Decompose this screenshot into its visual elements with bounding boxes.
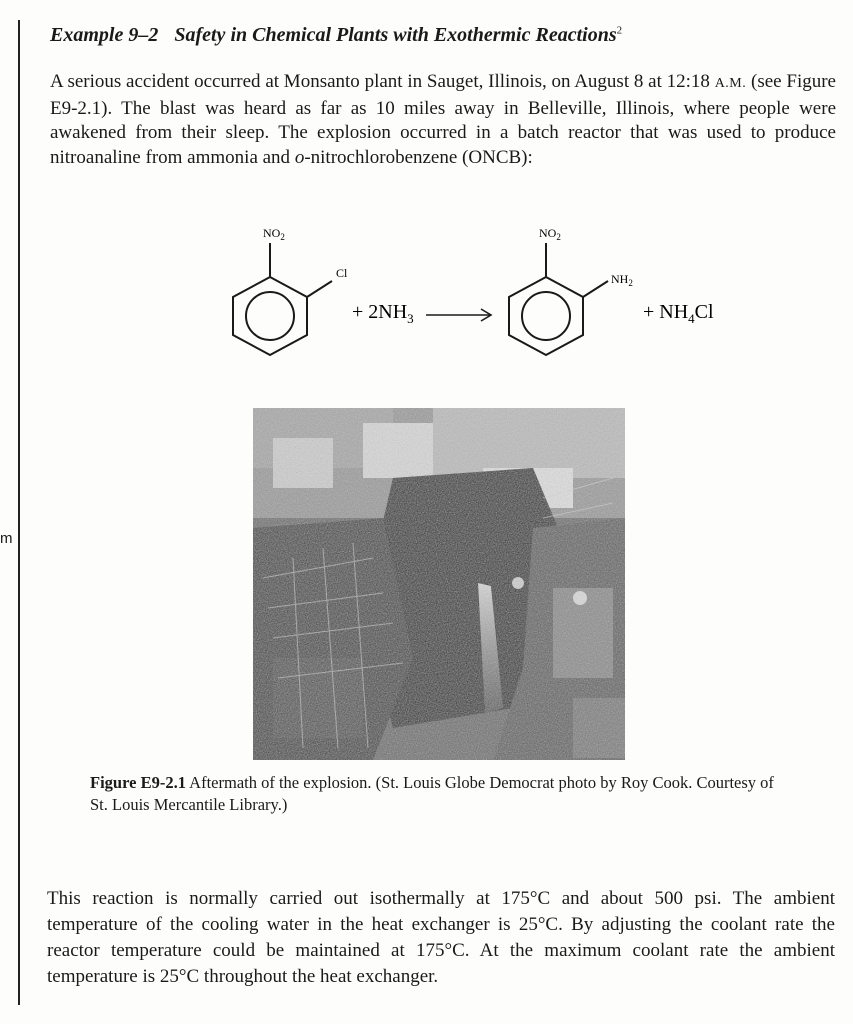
explosion-aftermath-photo [253, 408, 625, 760]
product-no2-label: $NO_2$ [539, 226, 561, 242]
figure-label: Figure E9-2.1 [90, 773, 186, 792]
ortho-prefix: o [294, 146, 305, 168]
footnote-marker: 2 [616, 24, 623, 37]
margin-rule [18, 20, 20, 1005]
reactant-benzene-ring [233, 243, 332, 355]
example-title [50, 24, 622, 47]
product-nh2-label: $NH_2$ [611, 272, 633, 288]
intro-text-2: (see Figure E9-2.1). The blast was heard as far as 10 miles away in Belleville, Illinois, where people were awakened from their sleep. The explosion occurred in a batch reactor that was used to produce nitroanaline from ammonia and [50, 71, 836, 168]
reaction-arrow [426, 309, 491, 321]
reaction-equation [200, 215, 760, 365]
reactant-no2-label: $NO_2$ [263, 226, 285, 242]
figure-caption [90, 772, 790, 816]
byproduct-label: + $NH_4Cl$ [643, 301, 714, 326]
margin-mark: m [0, 530, 13, 547]
reactant-cl-label: Cl [336, 266, 348, 280]
product-benzene-ring [509, 243, 608, 355]
figure-caption-text: Aftermath of the explosion. (St. Louis Globe Democrat photo by Roy Cook. Courtesy of St. Louis Mercantile Library.) [90, 773, 774, 814]
example-number: Example 9–2 [50, 24, 159, 46]
closing-paragraph: This reaction is normally carried out isothermally at 175°C and about 500 psi. The ambient temperature of the cooling water in the heat exchanger is 25°C. By adjusting the coolant rate the reactor temperature could be maintained at 175°C. At the maximum coolant rate the ambient temperature is 25°C throughout the heat exchanger. [47, 888, 835, 987]
intro-paragraph [50, 70, 836, 170]
intro-text-1: A serious accident occurred at Monsanto plant in Sauget, Illinois, on August 8 at 12:18 [50, 71, 715, 92]
reagent-label: + $2NH_3$ [352, 301, 414, 326]
example-heading: Safety in Chemical Plants with Exothermic Reactions [174, 24, 617, 46]
time-suffix: A.M. [714, 76, 747, 91]
intro-text-3: -nitrochlorobenzene (ONCB): [304, 146, 533, 168]
